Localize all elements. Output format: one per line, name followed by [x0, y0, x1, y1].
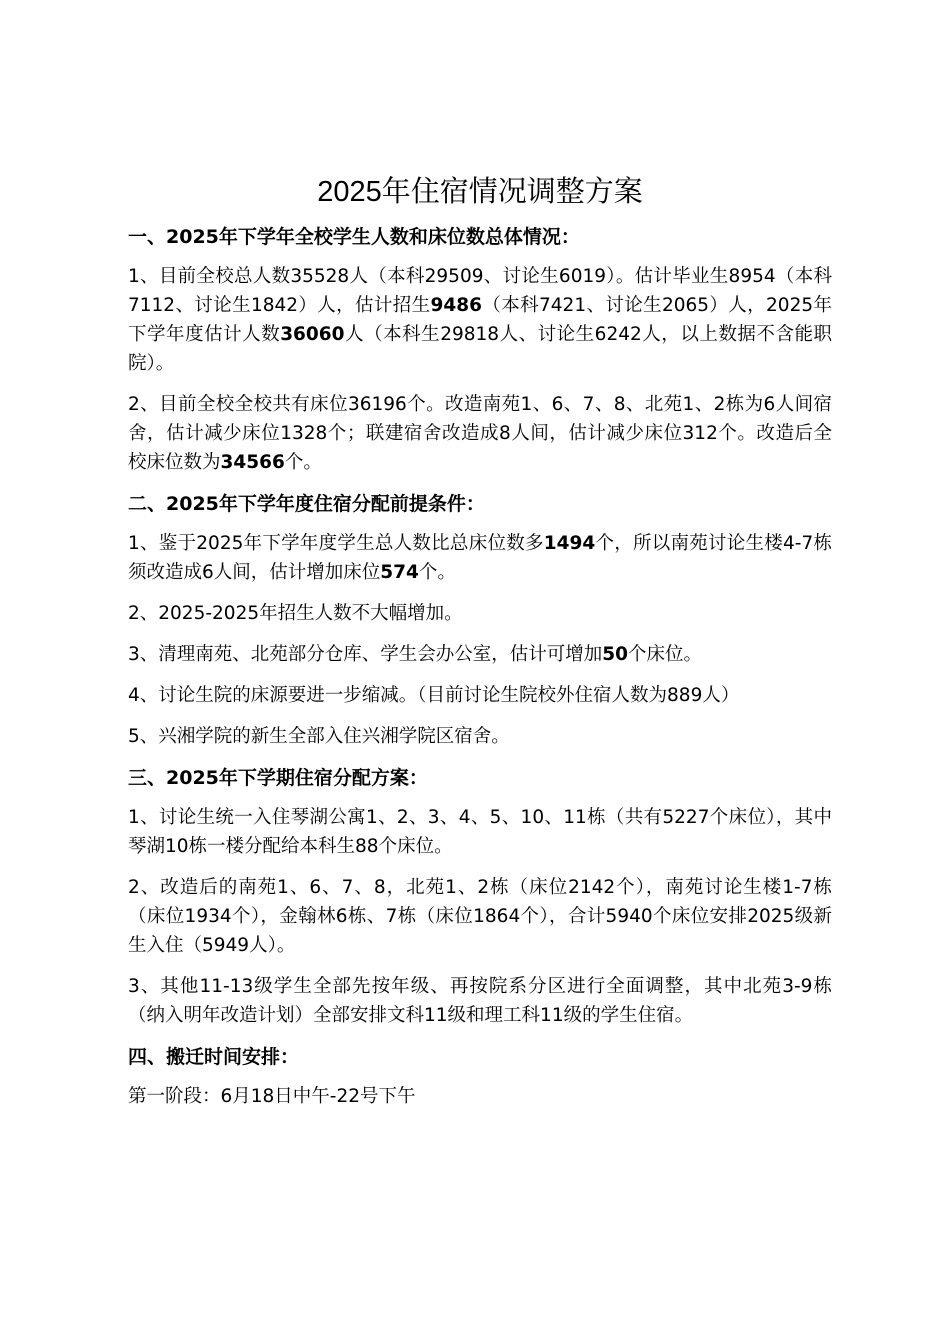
- paragraph: [128, 803, 832, 861]
- highlight-number: 50: [602, 644, 629, 665]
- paragraph-text: 3、清理南苑、北苑部分仓库、学生会办公室，估计可增加: [128, 644, 603, 665]
- paragraph-text: 个，所以南苑讨论生楼4-7栋须改造成6人间，估计增加床位: [128, 533, 832, 583]
- paragraph: [128, 681, 832, 710]
- paragraph: [128, 972, 832, 1030]
- paragraph: [128, 1082, 832, 1111]
- paragraph-text: 5、兴湘学院的新生全部入住兴湘学院区宿舍。: [128, 726, 510, 747]
- paragraph-text: 1、讨论生统一入住琴湖公寓1、2、3、4、5、10、11栋（共有5227个床位），其中琴湖10栋一楼分配给本科生88个床位。: [128, 807, 832, 857]
- paragraph-text: 2、目前全校全校共有床位36196个。改造南苑1、6、7、8、北苑1、2栋为6人间宿舍，估计减少床位1328个；联建宿舍改造成8人间，估计减少床位312个。改造后全校床位数为: [128, 394, 832, 473]
- paragraph-text: 人（本科生29818人、讨论生6242人，以上数据不含能职院）。: [128, 324, 832, 374]
- paragraph: [128, 873, 832, 960]
- section-heading: 四、搬迁时间安排：: [128, 1046, 300, 1068]
- paragraph-text: 4、讨论生院的床源要进一步缩减。（目前讨论生院校外住宿人数为889人）: [128, 685, 740, 706]
- highlight-number: 574: [380, 562, 419, 583]
- section-heading: 二、2025年下学年度住宿分配前提条件：: [128, 493, 485, 515]
- section-heading: 一、2025年下学年全校学生人数和床位数总体情况：: [128, 226, 580, 248]
- paragraph: [128, 262, 832, 378]
- paragraph-text: 3、其他11-13级学生全部先按年级、再按院系分区进行全面调整，其中北苑3-9栋（纳入明年改造计划）全部安排文科11级和理工科11级的学生住宿。: [128, 976, 832, 1026]
- document-body: [128, 222, 832, 1111]
- paragraph: [128, 529, 832, 587]
- highlight-number: 1494: [543, 533, 596, 554]
- paragraph-text: 第一阶段：6月18日中午-22号下午: [128, 1086, 416, 1107]
- paragraph: [128, 390, 832, 477]
- paragraph: [128, 640, 832, 669]
- highlight-number: 9486: [430, 295, 483, 316]
- paragraph-text: 个。: [284, 452, 322, 473]
- section-heading: 三、2025年下学期住宿分配方案：: [128, 767, 428, 789]
- highlight-number: 36060: [280, 324, 345, 345]
- paragraph-text: 个。: [418, 562, 456, 583]
- paragraph-text: 2、改造后的南苑1、6、7、8，北苑1、2栋（床位2142个），南苑讨论生楼1-7栋（床位1934个），金翰林6栋、7栋（床位1864个），合计5940个床位安排2025级新生入住（5949人）。: [128, 877, 832, 956]
- document-page: [128, 170, 832, 1123]
- document-title: 2025年住宿情况调整方案: [317, 176, 643, 208]
- paragraph: [128, 722, 832, 751]
- highlight-number: 34566: [220, 452, 285, 473]
- paragraph-text: （本科7421、讨论生2065）人，2025年下学年度估计人数: [128, 295, 832, 345]
- paragraph: [128, 599, 832, 628]
- paragraph-text: 个床位。: [628, 644, 703, 665]
- paragraph-text: 2、2025-2025年招生人数不大幅增加。: [128, 603, 463, 624]
- paragraph-text: 1、鉴于2025年下学年度学生总人数比总床位数多: [128, 533, 544, 554]
- paragraph-text: 1、目前全校总人数35528人（本科29509、讨论生6019）。估计毕业生8954（本科7112、讨论生1842）人，估计招生: [128, 266, 832, 316]
